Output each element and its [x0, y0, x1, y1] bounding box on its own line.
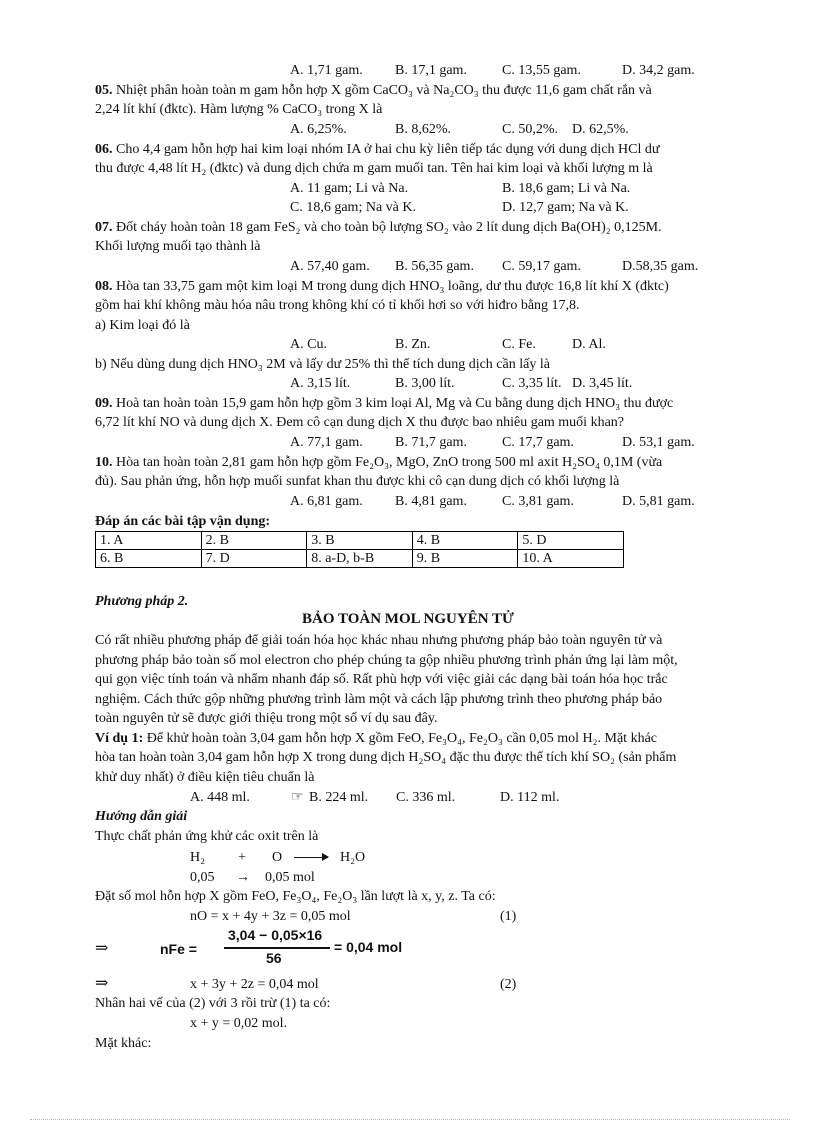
example-label: Ví dụ 1: [95, 731, 144, 746]
answer-cell: 8. a-D, b-B [307, 550, 413, 568]
answer-cell: 9. B [412, 550, 518, 568]
set-variables-line: Đặt số mol hỗn hợp X gồm FeO, Fe₃O₄, Fe₂O₃ lần lượt là x, y, z. Ta có: [95, 889, 496, 904]
q07-line-1 [95, 219, 662, 237]
q10-option-b: B. 4,81 gam. [395, 494, 467, 509]
answers-heading: Đáp án các bài tập vận dụng: [95, 514, 271, 529]
example-text-1: Để khử hoàn toàn 3,04 gam hỗn hợp X gồm FeO, Fe₃O₄, Fe₂O₃ cần 0,05 mol H₂. Mặt khác [143, 731, 658, 746]
answer-cell: 2. B [201, 532, 307, 550]
q05-option-d: D. 62,5%. [572, 122, 629, 137]
mol-arrow: → [236, 870, 250, 885]
nfe-denominator: 56 [266, 950, 282, 966]
q10-line-1 [95, 454, 662, 472]
q08-line-2: gồm hai khí không màu hóa nâu trong không khí có tỉ khối hơi so với hiđro bằng 17,8. [95, 298, 580, 313]
q06-option-a: A. 11 gam; Li và Na. [290, 181, 409, 196]
eq-h2o: H₂O [340, 850, 366, 865]
equation-1-number: (1) [500, 909, 517, 924]
fraction-bar [224, 947, 330, 949]
q10-option-c: C. 3,81 gam. [502, 494, 574, 509]
implies-icon: ⇒ [95, 940, 109, 957]
q07-option-d: D.58,35 gam. [622, 259, 699, 274]
q07-option-c: C. 59,17 gam. [502, 259, 581, 274]
q08a-option-c: C. Fe. [502, 337, 536, 352]
answer-cell: 3. B [307, 532, 413, 550]
q08-number: 08. [95, 279, 113, 294]
example-option-b: B. 224 ml. [309, 790, 369, 805]
q09-option-c: C. 17,7 gam. [502, 435, 574, 450]
q09-option-b: B. 71,7 gam. [395, 435, 467, 450]
section-title: BẢO TOÀN MOL NGUYÊN TỬ [302, 611, 514, 627]
q08-line-1 [95, 278, 669, 296]
nfe-numerator: 3,04 − 0,05×16 [228, 927, 323, 943]
intro-line-5: toàn nguyên tử sẽ được giới thiệu trong một số ví dụ sau đây. [95, 711, 438, 726]
q09-option-d: D. 53,1 gam. [622, 435, 695, 450]
eq-arrow-icon [290, 849, 332, 867]
q10-number: 10. [95, 455, 113, 470]
q06-option-b: B. 18,6 gam; Li và Na. [502, 181, 631, 196]
table-row [96, 532, 624, 550]
answer-cell: 10. A [518, 550, 624, 568]
q10-line-2: đủ). Sau phản ứng, hỗn hợp muối sunfat khan thu được khi cô cạn dung dịch có khối lượng là [95, 474, 620, 489]
q08b-option-a: A. 3,15 lít. [290, 376, 351, 391]
answer-cell: 5. D [518, 532, 624, 550]
equation-2: x + 3y + 2z = 0,04 mol [190, 977, 319, 992]
q07-text-1: Đốt cháy hoàn toàn 18 gam FeS₂ và cho toàn bộ lượng SO₂ vào 2 lít dung dịch Ba(OH)₂ 0,125M. [112, 220, 662, 235]
q04-option-a: A. 1,71 gam. [290, 63, 363, 78]
eq-plus: + [238, 850, 246, 865]
example-line-1 [95, 730, 657, 748]
q06-line-2: thu được 4,48 lít H₂ (đktc) và dung dịch chứa m gam muối tan. Tên hai kim loại và khối lượng m là [95, 161, 653, 176]
q08a-option-d: D. Al. [572, 337, 606, 352]
q05-number: 05. [95, 83, 113, 98]
q09-number: 09. [95, 396, 113, 411]
q08-part-a: a) Kim loại đó là [95, 318, 190, 333]
multiply-line: Nhân hai vế của (2) với 3 rồi trừ (1) ta có: [95, 996, 331, 1011]
answer-cell: 4. B [412, 532, 518, 550]
mol-right: 0,05 mol [265, 870, 315, 885]
q06-text-1: Cho 4,4 gam hỗn hợp hai kim loại nhóm IA ở hai chu kỳ liên tiếp tác dụng với dung dịch HCl dư [112, 142, 660, 157]
intro-line-4: nghiệm. Cách thức gộp những phương trình làm một và cách lập phương trình theo phương pháp bảo [95, 692, 663, 707]
q06-option-d: D. 12,7 gam; Na và K. [502, 200, 629, 215]
method-label: Phương pháp 2. [95, 594, 189, 609]
eq-h2: H₂ [190, 850, 205, 865]
q10-text-1: Hòa tan hoàn toàn 2,81 gam hỗn hợp gồm Fe₂O₃, MgO, ZnO trong 500 ml axit H₂SO₄ 0,1M (vừa [112, 455, 663, 470]
mol-left: 0,05 [190, 870, 215, 885]
q05-line-2: 2,24 lít khí (đktc). Hàm lượng % CaCO₃ trong X là [95, 102, 383, 117]
q09-line-2: 6,72 lít khí NO và dung dịch X. Đem cô cạn dung dịch X thu được bao nhiêu gam muối khan? [95, 415, 624, 430]
q08-part-b: b) Nếu dùng dung dịch HNO₃ 2M và lấy dư 25% thì thể tích dung dịch cần lấy là [95, 357, 550, 372]
answer-cell: 1. A [96, 532, 202, 550]
example-option-a: A. 448 ml. [190, 790, 250, 805]
q09-text-1: Hoà tan hoàn toàn 15,9 gam hỗn hợp gồm 3 kim loại Al, Mg và Cu bằng dung dịch HNO₃ thu được [112, 396, 674, 411]
q07-number: 07. [95, 220, 113, 235]
intro-line-3: qui gọn việc tính toán và nhẩm nhanh đáp số. Rất phù hợp với việc giải các dạng bài toán hóa học trắc [95, 672, 668, 687]
q08-text-1: Hòa tan 33,75 gam một kim loại M trong dung dịch HNO₃ loãng, dư thu được 16,8 lít khí X (đktc) [112, 279, 669, 294]
q06-number: 06. [95, 142, 113, 157]
q05-line-1 [95, 82, 652, 100]
q08b-option-c: C. 3,35 lít. [502, 376, 562, 391]
q05-text-1: Nhiệt phân hoàn toàn m gam hỗn hợp X gồm CaCO₃ và Na₂CO₃ thu được 11,6 gam chất rắn và [112, 83, 652, 98]
q05-option-b: B. 8,62%. [395, 122, 451, 137]
q04-option-c: C. 13,55 gam. [502, 63, 581, 78]
other-hand-line: Mặt khác: [95, 1036, 152, 1051]
solution-intro: Thực chất phản ứng khử các oxit trên là [95, 829, 319, 844]
table-row [96, 550, 624, 568]
guide-heading: Hướng dẫn giải [95, 809, 188, 824]
q09-line-1 [95, 395, 673, 413]
q09-option-a: A. 77,1 gam. [290, 435, 363, 450]
q10-option-d: D. 5,81 gam. [622, 494, 695, 509]
implies-icon: ⇒ [95, 975, 109, 992]
equation-1: nO = x + 4y + 3z = 0,05 mol [190, 909, 351, 924]
q08a-option-a: A. Cu. [290, 337, 327, 352]
example-line-3: khử duy nhất) ở điều kiện tiêu chuẩn là [95, 770, 315, 785]
q04-option-b: B. 17,1 gam. [395, 63, 467, 78]
equation-2-number: (2) [500, 977, 517, 992]
q08b-option-d: D. 3,45 lít. [572, 376, 633, 391]
intro-line-1: Có rất nhiều phương pháp để giải toán hóa học khác nhau nhưng phương pháp bảo toàn nguyên tử và [95, 633, 663, 648]
q05-option-a: A. 6,25%. [290, 122, 347, 137]
nfe-result: = 0,04 mol [334, 939, 403, 955]
eq-o: O [272, 850, 283, 865]
example-option-d: D. 112 ml. [500, 790, 560, 805]
result-line: x + y = 0,02 mol. [190, 1016, 288, 1031]
q05-option-c: C. 50,2%. [502, 122, 558, 137]
q10-option-a: A. 6,81 gam. [290, 494, 363, 509]
nfe-lhs: nFe = [160, 941, 197, 957]
answers-table [95, 531, 624, 568]
q06-option-c: C. 18,6 gam; Na và K. [290, 200, 416, 215]
example-line-2: hòa tan hoàn toàn 3,04 gam hỗn hợp X trong dung dịch H₂SO₄ đặc thu được thể tích khí SO₂ (sản phẩm [95, 750, 677, 765]
intro-line-2: phương pháp bảo toàn số mol electron cho phép chúng ta gộp nhiều phương trình phản ứng lại làm một, [95, 653, 678, 668]
page-bottom-divider [30, 1119, 790, 1120]
q04-option-d: D. 34,2 gam. [622, 63, 695, 78]
answer-cell: 6. B [96, 550, 202, 568]
q08a-option-b: B. Zn. [395, 337, 431, 352]
answer-cell: 7. D [201, 550, 307, 568]
q07-option-b: B. 56,35 gam. [395, 259, 474, 274]
example-option-c: C. 336 ml. [396, 790, 456, 805]
answer-marker-icon: ☞ [291, 790, 304, 805]
q07-option-a: A. 57,40 gam. [290, 259, 370, 274]
q07-line-2: Khối lượng muối tạo thành là [95, 239, 261, 254]
q06-line-1 [95, 141, 659, 159]
q08b-option-b: B. 3,00 lít. [395, 376, 455, 391]
